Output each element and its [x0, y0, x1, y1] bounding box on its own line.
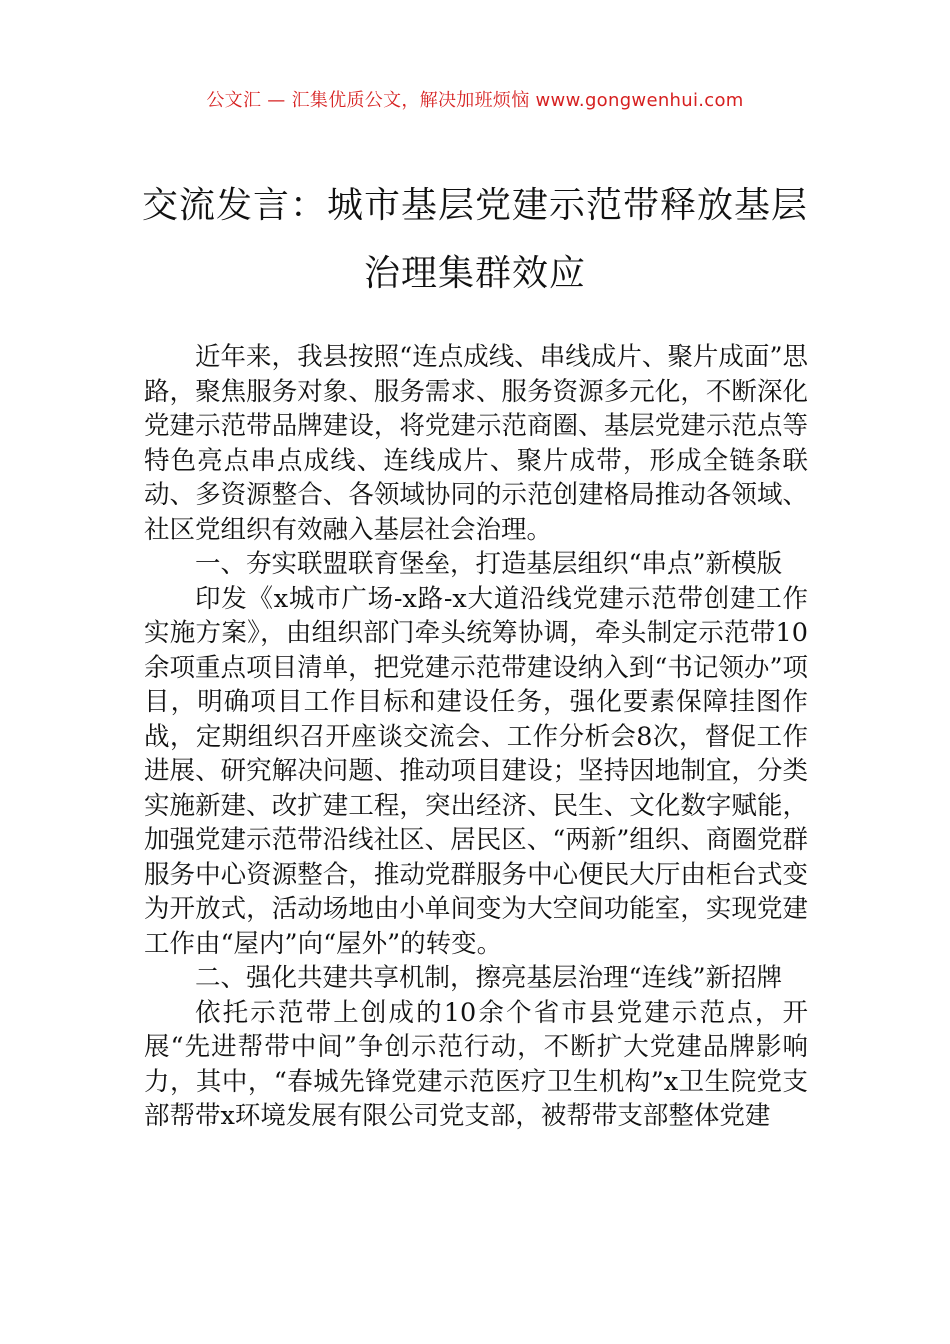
- section-heading-1: 一、夯实联盟联育堡垒，打造基层组织“串点”新模版: [195, 549, 783, 579]
- title-line-2: 治理集群效应: [363, 253, 586, 294]
- paragraph-section-2: 依托示范带上创成的10余个省市县党建示范点，开展“先进帮带中间”争创示范行动，不断扩大党建品牌影响力，其中，“春城先锋党建示范医疗卫生机构”x卫生院党支部帮带x环境发展有限公司党支部，被帮带支部整体党建: [144, 997, 808, 1131]
- paragraph-intro: 近年来，我县按照“连点成线、串线成片、聚片成面”思路，聚焦服务对象、服务需求、服务资源多元化，不断深化党建示范带品牌建设，将党建示范商圈、基层党建示范点等特色亮点串点成线、连线成片、聚片成带，形成全链条联动、多资源整合、各领域协同的示范创建格局推动各领域、社区党组织有效融入基层社会治理。: [144, 342, 808, 545]
- site-banner: 公文汇 — 汇集优质公文，解决加班烦恼 www.gongwenhui.com: [206, 90, 744, 111]
- document-title: [100, 172, 850, 308]
- document-body: [144, 340, 808, 1134]
- paragraph-section-1: 印发《x城市广场-x路-x大道沿线党建示范带创建工作实施方案》，由组织部门牵头统筹协调，牵头制定示范带10余项重点项目清单，把党建示范带建设纳入到“书记领办”项目，明确项目工作目标和建设任务，强化要素保障挂图作战，定期组织召开座谈交流会、工作分析会8次，督促工作进展、研究解决问题、推动项目建设；坚持因地制宜，分类实施新建、改扩建工程，突出经济、民生、文化数字赋能，加强党建示范带沿线社区、居民区、“两新”组织、商圈党群服务中心资源整合，推动党群服务中心便民大厅由柜台式变为开放式，活动场地由小单间变为大空间功能室，实现党建工作由“屋内”向“屋外”的转变。: [144, 583, 808, 959]
- title-line-1: 交流发言：城市基层党建示范带释放基层: [141, 185, 808, 226]
- section-heading-2: 二、强化共建共享机制，擦亮基层治理“连线”新招牌: [195, 963, 783, 993]
